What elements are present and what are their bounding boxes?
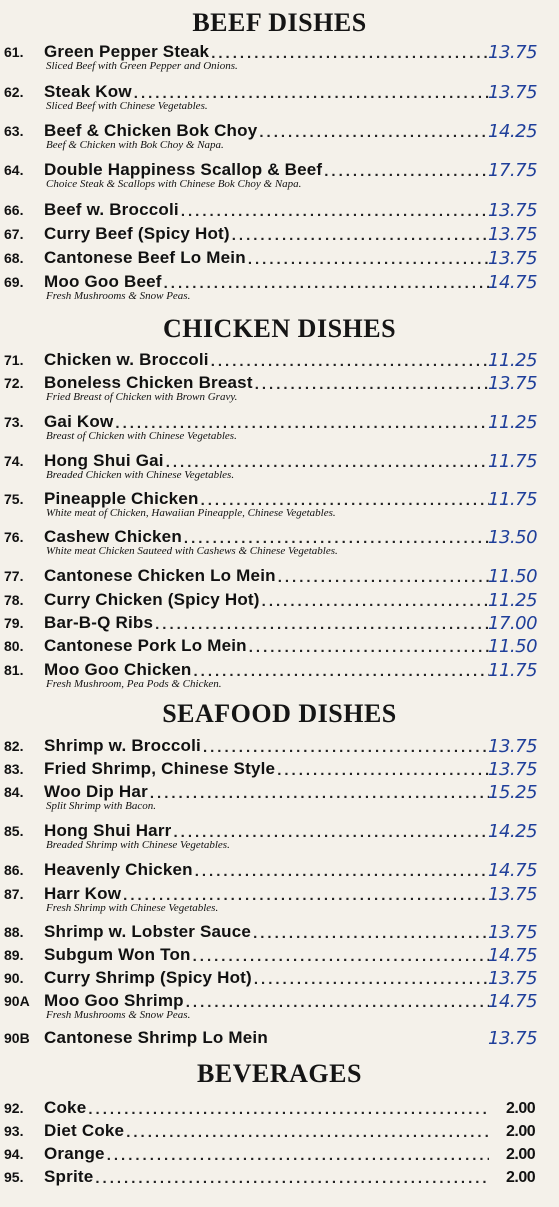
item-price: 14.75 (488, 945, 538, 966)
menu-item (0, 991, 559, 1031)
item-number: 90B (4, 1030, 30, 1046)
item-price: 13.75 (488, 200, 538, 221)
item-price: 11.50 (488, 566, 538, 587)
item-name: Harr Kow (44, 884, 122, 903)
item-price: 17.75 (488, 160, 538, 181)
item-description: Breast of Chicken with Chinese Vegetables. (46, 430, 237, 442)
item-price: 11.50 (488, 636, 538, 657)
item-price: 2.00 (506, 1169, 536, 1186)
item-price: 2.00 (506, 1123, 536, 1140)
item-number: 80. (4, 638, 24, 654)
item-name: Cashew Chicken (44, 527, 182, 546)
item-name: Moo Goo Beef (44, 272, 162, 291)
leader-dots (254, 971, 489, 988)
item-name: Beef w. Broccoli (44, 200, 179, 219)
item-price: 13.75 (488, 224, 538, 245)
item-price: 14.75 (488, 272, 538, 293)
item-name: Hong Shui Harr (44, 821, 172, 840)
leader-dots (203, 739, 489, 756)
item-number: 71. (4, 352, 24, 368)
item-name: Beef & Chicken Bok Choy (44, 121, 258, 140)
item-name: Bar-B-Q Ribs (44, 613, 154, 632)
item-number: 78. (4, 592, 24, 608)
item-number: 64. (4, 162, 24, 178)
item-description: Choice Steak & Scallops with Chinese Bok Choy & Napa. (46, 178, 302, 190)
item-description: Beef & Chicken with Bok Choy & Napa. (46, 139, 224, 151)
item-price: 11.75 (488, 451, 538, 472)
item-number: 87. (4, 886, 24, 902)
item-description: Fresh Mushroom, Pea Pods & Chicken. (46, 678, 222, 690)
item-description: Breaded Chicken with Chinese Vegetables. (46, 469, 235, 481)
item-name: Gai Kow (44, 412, 114, 431)
item-name: Cantonese Pork Lo Mein (44, 636, 247, 655)
item-number: 88. (4, 924, 24, 940)
item-price: 13.75 (488, 759, 538, 780)
menu-item (0, 884, 559, 924)
item-price: 14.75 (488, 860, 538, 881)
item-name: Orange (44, 1144, 105, 1163)
menu-item (0, 1167, 559, 1207)
menu-item (0, 42, 559, 82)
item-name: Cantonese Beef Lo Mein (44, 248, 246, 267)
menu-item (0, 782, 559, 822)
section-title-beverages: BEVERAGES (197, 1059, 362, 1088)
item-price: 2.00 (506, 1146, 536, 1163)
item-number: 72. (4, 375, 24, 391)
leader-dots (277, 762, 489, 779)
item-number: 92. (4, 1100, 24, 1116)
item-price: 13.75 (488, 42, 538, 63)
section-title-seafood: SEAFOOD DISHES (162, 699, 397, 728)
item-price: 13.75 (488, 373, 538, 394)
item-description: Split Shrimp with Bacon. (46, 800, 156, 812)
item-name: Subgum Won Ton (44, 945, 191, 964)
leader-dots (248, 251, 489, 268)
item-price: 13.75 (488, 922, 538, 943)
item-price: 14.75 (488, 991, 538, 1012)
item-name: Shrimp w. Broccoli (44, 736, 201, 755)
item-price: 13.75 (488, 1028, 538, 1049)
item-number: 74. (4, 453, 24, 469)
item-name: Shrimp w. Lobster Sauce (44, 922, 252, 941)
item-price: 17.00 (488, 613, 538, 634)
item-name: Moo Goo Shrimp (44, 991, 184, 1010)
item-name: Woo Dip Har (44, 782, 148, 801)
menu-item (0, 82, 559, 122)
item-price: 11.75 (488, 660, 538, 681)
item-description: White meat Chicken Sauteed with Cashews & Chinese Vegetables. (46, 545, 338, 557)
item-price: 11.25 (488, 590, 538, 611)
item-number: 82. (4, 738, 24, 754)
item-number: 68. (4, 250, 24, 266)
item-number: 81. (4, 662, 24, 678)
menu-item (0, 272, 559, 312)
item-price: 2.00 (506, 1100, 536, 1117)
leader-dots (88, 1101, 489, 1118)
item-name: Cantonese Chicken Lo Mein (44, 566, 276, 585)
item-price: 13.75 (488, 884, 538, 905)
item-number: 66. (4, 202, 24, 218)
item-number: 93. (4, 1123, 24, 1139)
menu-item (0, 160, 559, 200)
leader-dots (155, 616, 489, 633)
item-name: Boneless Chicken Breast (44, 373, 253, 392)
item-description: Fresh Mushrooms & Snow Peas. (46, 290, 191, 302)
item-number: 90A (4, 993, 30, 1009)
item-name: Double Happiness Scallop & Beef (44, 160, 323, 179)
item-name: Hong Shui Gai (44, 451, 164, 470)
menu-item (0, 412, 559, 452)
item-number: 94. (4, 1146, 24, 1162)
item-name: Heavenly Chicken (44, 860, 193, 879)
leader-dots (95, 1170, 489, 1187)
item-name: Pineapple Chicken (44, 489, 199, 508)
item-number: 83. (4, 761, 24, 777)
item-name: Curry Chicken (Spicy Hot) (44, 590, 260, 609)
item-price: 13.50 (488, 527, 538, 548)
item-number: 63. (4, 123, 24, 139)
item-name: Curry Beef (Spicy Hot) (44, 224, 230, 243)
item-name: Steak Kow (44, 82, 132, 101)
menu-item (0, 489, 559, 529)
item-price: 13.75 (488, 736, 538, 757)
item-number: 84. (4, 784, 24, 800)
menu-item (0, 121, 559, 161)
item-number: 62. (4, 84, 24, 100)
item-name: Cantonese Shrimp Lo Mein (44, 1028, 268, 1047)
item-number: 89. (4, 947, 24, 963)
item-number: 85. (4, 823, 24, 839)
leader-dots (181, 203, 489, 220)
menu-item (0, 821, 559, 861)
menu-item (0, 660, 559, 700)
item-description: Sliced Beef with Green Pepper and Onions. (46, 60, 238, 72)
item-number: 79. (4, 615, 24, 631)
leader-dots (211, 353, 489, 370)
item-name: Curry Shrimp (Spicy Hot) (44, 968, 252, 987)
item-number: 69. (4, 274, 24, 290)
item-description: Breaded Shrimp with Chinese Vegetables. (46, 839, 230, 851)
item-description: Fresh Shrimp with Chinese Vegetables. (46, 902, 219, 914)
item-price: 15.25 (488, 782, 538, 803)
item-price: 14.25 (488, 121, 538, 142)
section-title-beef: BEEF DISHES (192, 8, 367, 37)
item-number: 61. (4, 44, 24, 60)
item-price: 13.75 (488, 968, 538, 989)
leader-dots (195, 863, 489, 880)
item-name: Diet Coke (44, 1121, 125, 1140)
leader-dots (262, 593, 489, 610)
item-number: 95. (4, 1169, 24, 1185)
item-number: 67. (4, 226, 24, 242)
menu-item (0, 451, 559, 491)
item-name: Chicken w. Broccoli (44, 350, 209, 369)
item-name: Sprite (44, 1167, 94, 1186)
item-price: 13.75 (488, 82, 538, 103)
item-description: Fresh Mushrooms & Snow Peas. (46, 1009, 191, 1021)
item-name: Moo Goo Chicken (44, 660, 192, 679)
item-number: 76. (4, 529, 24, 545)
item-description: Sliced Beef with Chinese Vegetables. (46, 100, 208, 112)
leader-dots (126, 1124, 489, 1141)
item-number: 90. (4, 970, 24, 986)
item-name: Coke (44, 1098, 87, 1117)
section-title-chicken: CHICKEN DISHES (162, 314, 397, 343)
menu-item (0, 373, 559, 413)
leader-dots (107, 1147, 489, 1164)
item-price: 11.75 (488, 489, 538, 510)
item-name: Green Pepper Steak (44, 42, 210, 61)
item-number: 73. (4, 414, 24, 430)
leader-dots (193, 948, 489, 965)
item-price: 11.25 (488, 412, 538, 433)
menu-item (0, 527, 559, 567)
item-price: 11.25 (488, 350, 538, 371)
leader-dots (278, 569, 489, 586)
leader-dots (249, 639, 489, 656)
item-number: 77. (4, 568, 24, 584)
item-price: 13.75 (488, 248, 538, 269)
item-description: White meat of Chicken, Hawaiian Pineapple, Chinese Vegetables. (46, 507, 336, 519)
item-number: 75. (4, 491, 24, 507)
leader-dots (232, 227, 489, 244)
leader-dots (253, 925, 489, 942)
item-number: 86. (4, 862, 24, 878)
item-price: 14.25 (488, 821, 538, 842)
item-description: Fried Breast of Chicken with Brown Gravy. (46, 391, 238, 403)
item-name: Fried Shrimp, Chinese Style (44, 759, 276, 778)
